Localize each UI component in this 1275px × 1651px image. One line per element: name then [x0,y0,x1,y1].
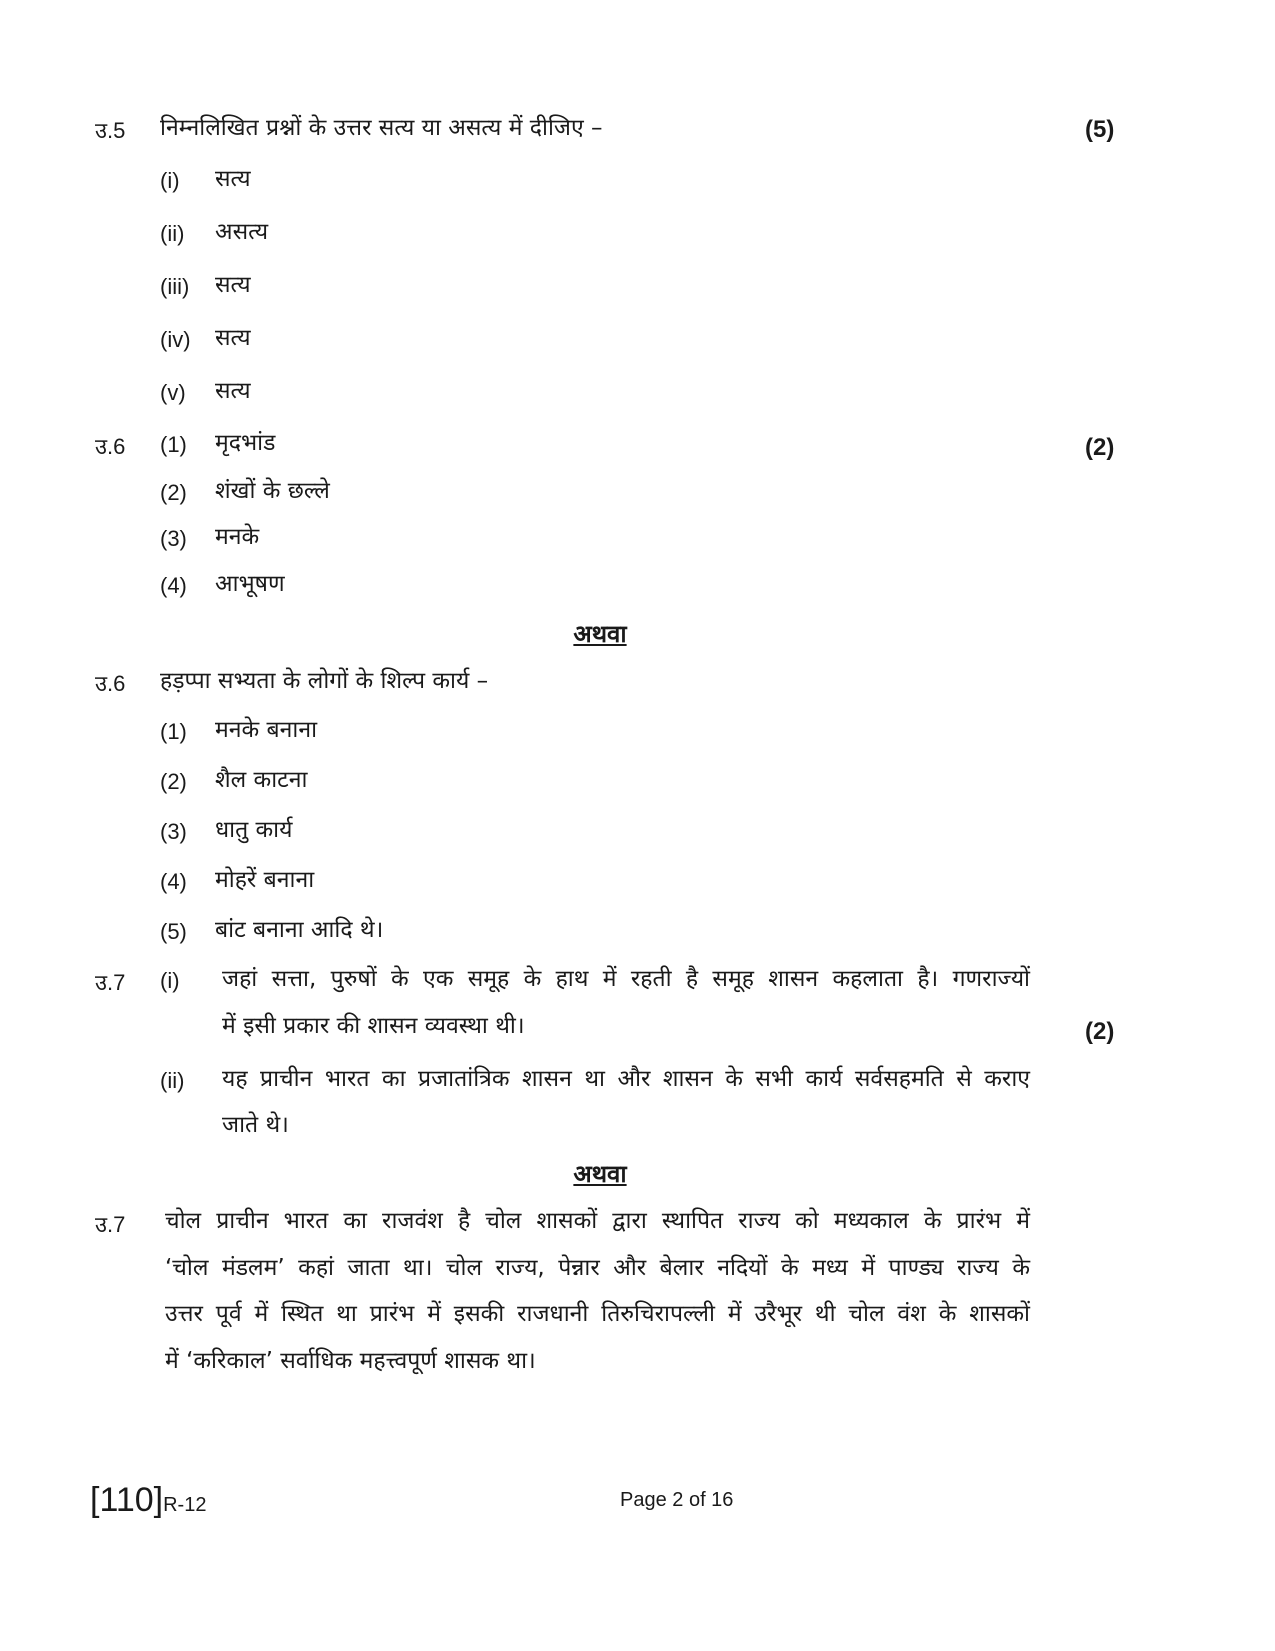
q5-item-1-text: सत्य [215,166,251,192]
q7-ii-line-1: यह प्राचीन भारत का प्रजातांत्रिक शासन था और शासन के सभी कार्य सर्वसहमति से कराए [222,1066,1030,1092]
q6-marks: (2) [1085,434,1115,461]
q6-alt-item-2-num: (2) [160,769,187,794]
q7-ii-num: (ii) [160,1068,185,1093]
or-heading-1: अथवा [573,620,627,648]
q6-item-4-num: (4) [160,573,187,598]
q6-item-2-num: (2) [160,480,187,505]
q7-alt-line-4: में ‘करिकाल’ सर्वाधिक महत्त्वपूर्ण शासक था। [165,1348,536,1374]
q7-label: उ.7 [95,970,126,995]
q7-marks: (2) [1085,1018,1115,1045]
q7-i-num: (i) [160,968,180,993]
q6-alt-item-3-num: (3) [160,819,187,844]
q5-label: उ.5 [95,118,126,143]
q5-item-2-num: (ii) [160,221,185,246]
q6-alt-item-3-text: धातु कार्य [215,817,293,843]
paper-code-main: [110] [90,1481,164,1519]
q5-question: निम्नलिखित प्रश्नों के उत्तर सत्य या असत्य में दीजिए – [160,115,603,141]
q5-item-1-num: (i) [160,168,180,193]
q5-item-5-text: सत्य [215,378,251,404]
q6-alt-question: हड़प्पा सभ्यता के लोगों के शिल्प कार्य – [160,668,489,694]
q7-alt-label: उ.7 [95,1212,126,1237]
q7-alt-line-1: चोल प्राचीन भारत का राजवंश है चोल शासकों द्वारा स्थापित राज्य को मध्यकाल के प्रारंभ में [165,1208,1030,1234]
q6-item-3-text: मनके [215,524,260,550]
q5-item-4-num: (iv) [160,327,191,352]
paper-code [90,1483,206,1517]
q5-item-4-text: सत्य [215,325,251,351]
q6-label: उ.6 [95,434,126,459]
q5-item-2-text: असत्य [215,219,269,245]
q5-item-3-text: सत्य [215,272,251,298]
q6-alt-item-1-text: मनके बनाना [215,717,318,743]
q6-item-2-text: शंखों के छल्ले [215,478,330,504]
q6-item-1-num: (1) [160,432,187,457]
q6-alt-item-5-num: (5) [160,919,187,944]
q7-alt-line-3: उत्तर पूर्व में स्थित था प्रारंभ में इसकी राजधानी तिरुचिरापल्ली में उरैभूर थी चोल वंश के शासकों [165,1301,1030,1327]
q7-ii-line-2: जाते थे। [222,1112,289,1138]
q6-alt-item-2-text: शैल काटना [215,767,308,793]
q7-alt-line-2: ‘चोल मंडलम’ कहां जाता था। चोल राज्य, पेन्नार और बेलार नदियों के मध्य में पाण्ड्य राज्य के [165,1255,1030,1281]
q6-item-1-text: मृदभांड [215,430,276,456]
paper-code-sub: R-12 [163,1494,207,1516]
page-number: Page 2 of 16 [620,1489,734,1511]
or-heading-2: अथवा [573,1160,627,1188]
q6-alt-item-4-text: मोहरें बनाना [215,867,315,893]
q6-alt-item-1-num: (1) [160,719,187,744]
q5-marks: (5) [1085,116,1115,143]
q7-i-line-1: जहां सत्ता, पुरुषों के एक समूह के हाथ में रहती है समूह शासन कहलाता है। गणराज्यों [222,966,1030,992]
q6-item-3-num: (3) [160,526,187,551]
q6-alt-label: उ.6 [95,671,126,696]
q6-alt-item-4-num: (4) [160,869,187,894]
q6-item-4-text: आभूषण [215,571,285,597]
q5-item-3-num: (iii) [160,274,190,299]
q5-item-5-num: (v) [160,380,186,405]
q7-i-line-2: में इसी प्रकार की शासन व्यवस्था थी। [222,1013,525,1039]
q6-alt-item-5-text: बांट बनाना आदि थे। [215,917,384,943]
